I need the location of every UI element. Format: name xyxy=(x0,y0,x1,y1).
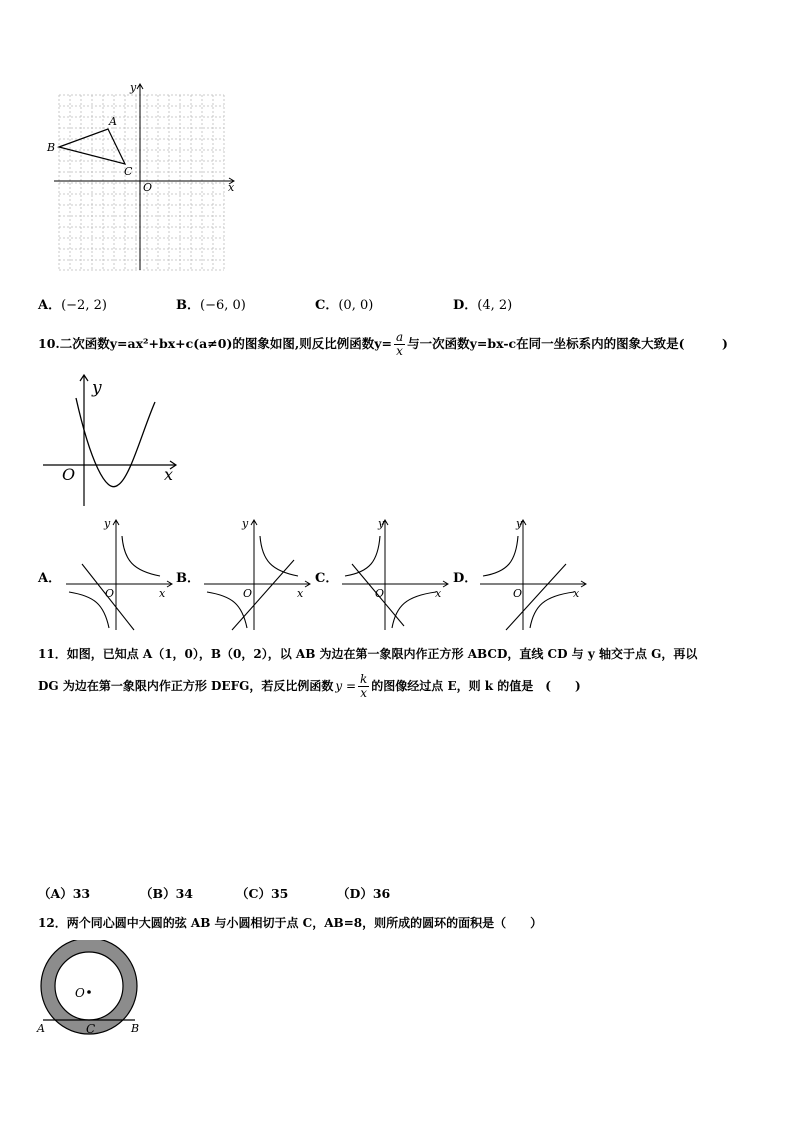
q11-option-b[interactable]: （B）34 xyxy=(140,886,193,901)
q9-label-a: A xyxy=(109,115,117,128)
q10-option-a-letter[interactable]: A． xyxy=(38,571,62,586)
q10-d-hyperbola-q4 xyxy=(530,592,574,628)
q10-c-hyperbola-q4 xyxy=(392,592,436,628)
q10-figure xyxy=(38,370,188,510)
q9-label-c: C xyxy=(124,165,133,178)
q10-option-d-graph[interactable] xyxy=(478,516,590,634)
svg-text:x: x xyxy=(573,587,580,600)
q12-label-a: A xyxy=(37,1022,45,1035)
q9-option-d-value: (4, 2) xyxy=(477,298,513,313)
q12-center-dot xyxy=(87,990,91,994)
q10-option-b-graph[interactable] xyxy=(202,516,314,634)
q11-frac-num: k xyxy=(360,672,368,686)
q9-option-b-value: (−6, 0) xyxy=(200,298,246,313)
svg-text:x: x xyxy=(159,587,166,600)
q10-label-x: x xyxy=(164,465,174,484)
q9-option-b[interactable] xyxy=(176,294,246,313)
svg-text:O: O xyxy=(105,587,115,600)
svg-text:O: O xyxy=(243,587,253,600)
svg-text:x: x xyxy=(297,587,304,600)
q11-line2-after: 的图像经过点 E，则 k 的值是 ( ) xyxy=(371,679,581,693)
q12-label-c: C xyxy=(86,1022,96,1036)
q11-option-d[interactable]: （D）36 xyxy=(337,886,391,901)
q9-figure xyxy=(44,78,244,273)
q10-option-d-letter[interactable]: D． xyxy=(453,571,478,586)
q11-option-c[interactable]: （C）35 xyxy=(236,886,289,901)
q9-option-d[interactable] xyxy=(453,294,512,313)
q12-figure xyxy=(34,940,146,1038)
q10-b-line xyxy=(232,560,294,630)
q10-option-b-letter[interactable]: B． xyxy=(176,571,200,586)
q9-label-x: x xyxy=(228,181,235,194)
q9-option-a[interactable] xyxy=(38,294,107,313)
q10-a-hyperbola-q3 xyxy=(69,592,109,628)
svg-text:y: y xyxy=(104,517,111,530)
q10-option-a-graph[interactable] xyxy=(64,516,176,634)
q10-fraction xyxy=(394,331,405,358)
q10-text-after: 与一次函数y=bx-c在同一坐标系内的图象大致是( ) xyxy=(407,336,728,351)
q10-option-c-graph[interactable] xyxy=(340,516,452,634)
q9-option-c-letter: C． xyxy=(315,298,339,313)
q9-triangle xyxy=(59,129,125,164)
q11-frac-den: x xyxy=(360,686,368,700)
q11-line2-before: DG 为边在第一象限内作正方形 DEFG，若反比例函数 xyxy=(38,679,334,693)
q10-b-hyperbola-q1 xyxy=(260,536,298,576)
q10-a-hyperbola-q1 xyxy=(122,536,160,576)
q10-c-hyperbola-q2 xyxy=(345,536,380,576)
svg-text:y: y xyxy=(242,517,249,530)
q10-text-before: 10.二次函数y=ax²+bx+c(a≠0)的图象如图,则反比例函数y= xyxy=(38,336,392,351)
q12-label-b: B xyxy=(131,1022,140,1035)
q9-option-b-letter: B． xyxy=(176,298,200,313)
q10-b-hyperbola-q3 xyxy=(207,592,247,628)
q10-parabola xyxy=(76,398,155,487)
q12-label-o: O xyxy=(75,986,85,1000)
q11-fraction xyxy=(358,673,369,700)
q12-stem: 12．两个同心圆中大圆的弦 AB 与小圆相切于点 C，AB=8，则所成的圆环的面积是（ ） xyxy=(38,916,543,930)
q9-label-o: O xyxy=(143,181,153,194)
q9-option-c-value: (0, 0) xyxy=(338,298,374,313)
q10-option-c-letter[interactable]: C． xyxy=(315,571,339,586)
q9-option-a-value: (−2, 2) xyxy=(61,298,107,313)
q9-label-b: B xyxy=(47,141,56,154)
svg-text:O: O xyxy=(513,587,523,600)
q9-option-a-letter: A． xyxy=(38,298,62,313)
q12-inner-circle xyxy=(55,952,123,1020)
q10-frac-den: x xyxy=(396,344,403,358)
q11-option-a[interactable]: （A）33 xyxy=(38,886,91,901)
q10-d-hyperbola-q2 xyxy=(483,536,518,576)
q11-frac-lhs: y = xyxy=(335,679,356,693)
q9-option-d-letter: D． xyxy=(453,298,478,313)
svg-text:O: O xyxy=(375,587,385,600)
svg-text:y: y xyxy=(378,517,385,530)
q11-line1: 11．如图，已知点 A（1，0），B（0，2），以 AB 为边在第一象限内作正方形 ABCD，直线 CD 与 y 轴交于点 G，再以 xyxy=(38,647,698,661)
q10-stem xyxy=(38,331,728,358)
q11-line2 xyxy=(38,673,581,700)
svg-text:y: y xyxy=(516,517,523,530)
q9-grid xyxy=(59,95,224,270)
q9-label-y: y xyxy=(130,81,137,94)
svg-text:x: x xyxy=(435,587,442,600)
q10-label-y: y xyxy=(92,378,102,398)
q10-frac-num: a xyxy=(395,330,404,344)
q10-label-o: O xyxy=(62,465,76,484)
q9-option-c[interactable] xyxy=(315,294,373,313)
